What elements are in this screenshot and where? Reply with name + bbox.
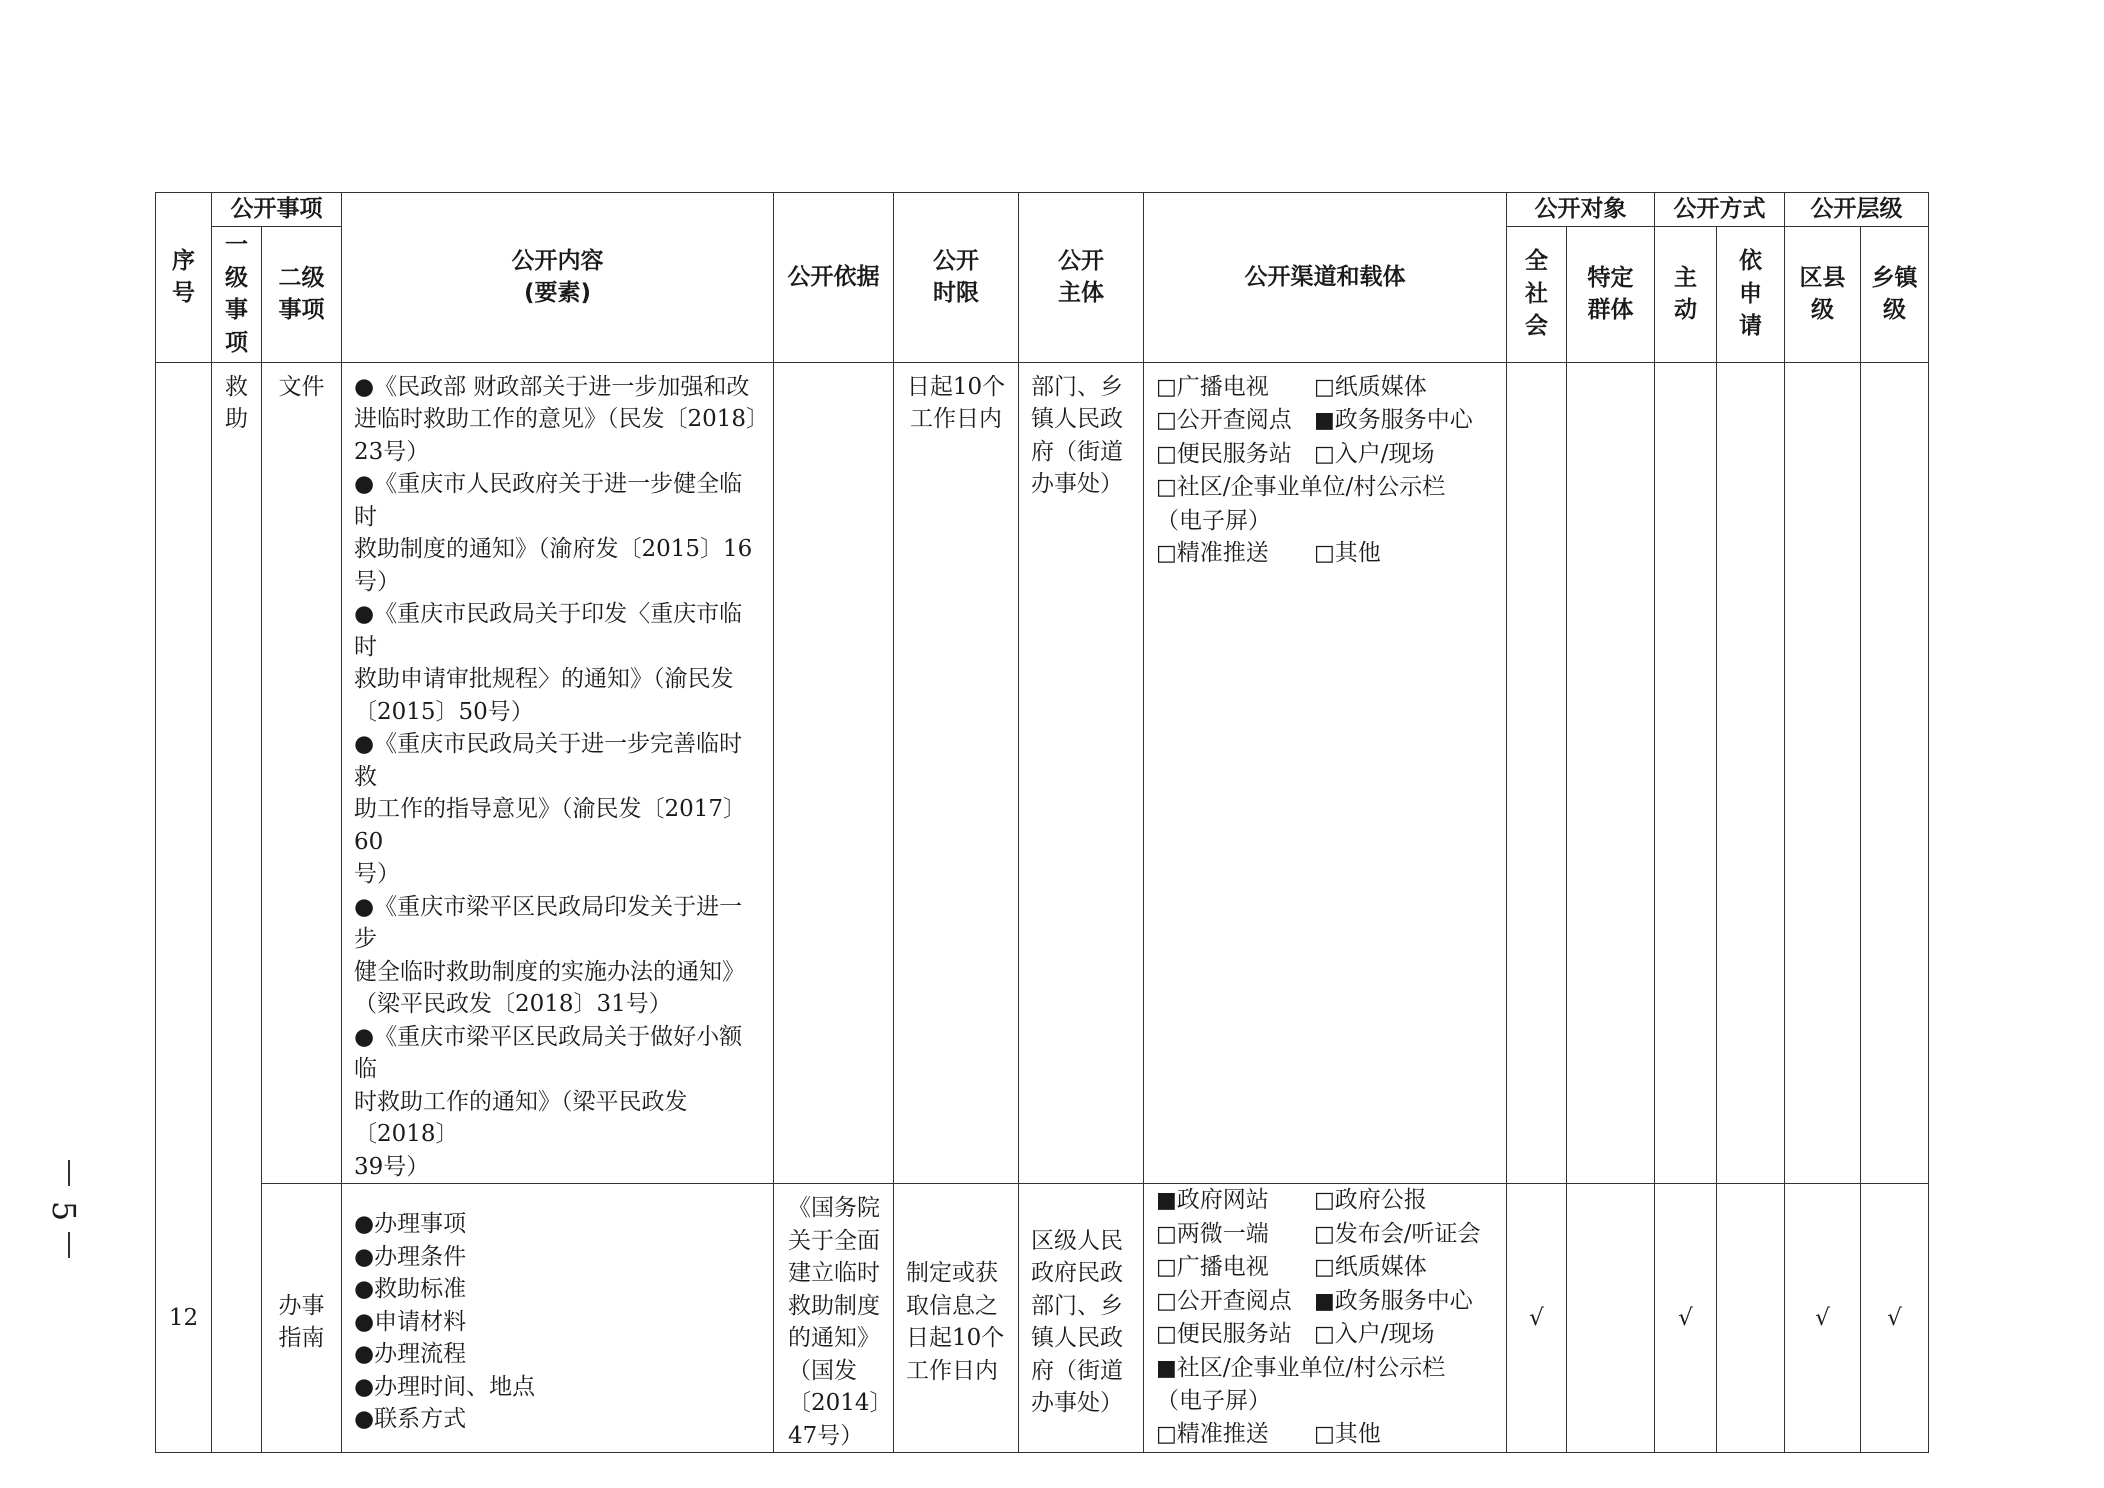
channel-label: 社区/企事业单位/村公示栏 xyxy=(1176,474,1446,500)
channel-option xyxy=(1314,1285,1514,1319)
content-line: ●办理流程 xyxy=(354,1341,467,1368)
channel-option xyxy=(1314,1218,1514,1252)
channel-label: 政府网站 xyxy=(1176,1187,1269,1213)
row-a-level-town xyxy=(1861,362,1929,1184)
channel-label: 其他 xyxy=(1334,1420,1381,1447)
channel-label: 公开查阅点 xyxy=(1176,407,1292,433)
content-line: 救助制度的通知》（渝府发〔2015〕16 xyxy=(354,536,753,562)
row-b-basis-lines xyxy=(788,1192,893,1452)
row-a-target-specific xyxy=(1567,362,1655,1184)
channel-option xyxy=(1314,438,1514,472)
page-number xyxy=(45,1160,90,1260)
row-b-subject-lines xyxy=(1031,1225,1135,1420)
row-b-mode-active: √ xyxy=(1655,1184,1717,1453)
time-limit-line: 日起10个 xyxy=(906,373,1006,400)
channel-option xyxy=(1156,1318,1314,1352)
content-line: 号） xyxy=(354,861,400,887)
unchecked-box-icon: □ xyxy=(1314,1421,1335,1447)
level2-line: 办事 xyxy=(278,1292,325,1319)
unchecked-box-icon: □ xyxy=(1156,1255,1177,1280)
channel-label: 广播电视 xyxy=(1176,1254,1269,1280)
header-basis: 公开依据 xyxy=(774,193,894,363)
content-line: 进临时救助工作的意见》（民发〔2018〕 xyxy=(354,406,770,432)
header-level-county-text: 区县级 xyxy=(1799,264,1846,323)
header-target-specific-text: 特定群体 xyxy=(1587,264,1634,323)
content-line: 助工作的指导意见》（渝民发〔2017〕60 xyxy=(354,796,747,855)
row-a-level2: 文件 xyxy=(262,362,342,1184)
unchecked-box-icon: □ xyxy=(1156,475,1177,500)
channel-option xyxy=(1314,1251,1514,1285)
channel-option xyxy=(1156,537,1314,571)
unchecked-box-icon: □ xyxy=(1156,1322,1177,1347)
row-a-channel-grid xyxy=(1156,371,1498,571)
channel-label: 发布会/听证会 xyxy=(1334,1220,1481,1247)
content-line: ●《重庆市梁平区民政局印发关于进一步 xyxy=(354,893,743,952)
time-limit-line: 工作日内 xyxy=(910,406,1002,432)
row-level1-text: 救助 xyxy=(225,373,248,432)
unchecked-box-icon: □ xyxy=(1314,374,1335,400)
channel-option xyxy=(1156,1352,1514,1386)
row-a-time-lines xyxy=(894,371,1018,436)
channel-option xyxy=(1156,371,1314,405)
unchecked-box-icon: □ xyxy=(1314,1255,1335,1280)
header-content-title: 公开内容 xyxy=(511,247,604,274)
row-b-time-limit xyxy=(894,1184,1019,1453)
row-b-level-county: √ xyxy=(1785,1184,1861,1453)
unchecked-box-icon: □ xyxy=(1156,541,1177,566)
header-time-limit xyxy=(894,193,1019,363)
row-a-subject xyxy=(1019,362,1144,1184)
channel-label: 公开查阅点 xyxy=(1176,1287,1292,1314)
header-level1-text: 一级事项 xyxy=(225,232,248,356)
row-a-content-list xyxy=(354,371,770,1184)
channel-label: 政务服务中心 xyxy=(1334,407,1473,433)
header-level1 xyxy=(212,226,262,362)
channel-label: 纸质媒体 xyxy=(1334,373,1427,400)
channel-label: 入户/现场 xyxy=(1334,440,1435,467)
header-content-sub: (要素) xyxy=(523,280,592,307)
header-target-all-text: 全社会 xyxy=(1525,248,1548,340)
header-target-all xyxy=(1507,226,1567,362)
checked-box-icon: ■ xyxy=(1314,408,1335,433)
content-line: ●《重庆市梁平区民政局关于做好小额临 xyxy=(354,1023,743,1082)
row-b-target-all: √ xyxy=(1507,1184,1567,1453)
subject-line: 镇人民政 xyxy=(1031,1325,1123,1351)
content-line: 39号） xyxy=(354,1153,430,1180)
basis-line: 47号） xyxy=(788,1422,864,1449)
channel-label: 入户/现场 xyxy=(1334,1321,1435,1347)
row-b-target-specific xyxy=(1567,1184,1655,1453)
header-level-county xyxy=(1785,226,1861,362)
time-limit-line: 工作日内 xyxy=(906,1357,998,1384)
content-line: ●办理事项 xyxy=(354,1211,467,1238)
page-number-text: 5 xyxy=(45,1200,84,1222)
row-b-level-town: √ xyxy=(1861,1184,1929,1453)
header-time-limit-text: 公开时限 xyxy=(933,247,979,307)
row-b-channels xyxy=(1144,1184,1507,1453)
channel-option xyxy=(1314,1184,1514,1218)
channel-sub-label: （电子屏） xyxy=(1156,507,1271,534)
channel-label: 纸质媒体 xyxy=(1334,1254,1427,1280)
row-a-channels xyxy=(1144,362,1507,1184)
channel-option xyxy=(1156,471,1514,505)
channel-option xyxy=(1156,404,1314,438)
row-a-content xyxy=(342,362,774,1184)
content-line: 23号） xyxy=(354,438,430,465)
subject-line: 府（街道 xyxy=(1031,438,1123,465)
header-target-specific xyxy=(1567,226,1655,362)
subject-line: 部门、乡 xyxy=(1031,373,1123,400)
channel-sub-label: （电子屏） xyxy=(1156,1388,1271,1414)
row-a-basis xyxy=(774,362,894,1184)
basis-line: 救助制度 xyxy=(788,1292,880,1319)
unchecked-box-icon: □ xyxy=(1156,1221,1177,1247)
channel-option xyxy=(1156,1285,1314,1319)
header-subject-text: 公开主体 xyxy=(1058,247,1104,307)
time-limit-line: 制定或获 xyxy=(906,1260,998,1286)
row-a-mode-request xyxy=(1717,362,1785,1184)
channel-label: 精准推送 xyxy=(1176,1420,1269,1447)
header-items-group: 公开事项 xyxy=(212,193,342,227)
basis-line: 关于全面 xyxy=(788,1227,880,1254)
subject-line: 镇人民政 xyxy=(1031,406,1123,432)
unchecked-box-icon: □ xyxy=(1314,1188,1335,1213)
header-level-town-text: 乡镇级 xyxy=(1871,264,1918,323)
channel-option xyxy=(1314,1318,1514,1352)
row-b-level2-lines xyxy=(262,1290,341,1355)
level2-line: 指南 xyxy=(278,1325,325,1351)
channel-option xyxy=(1314,1418,1514,1452)
content-line: ●《重庆市民政局关于印发〈重庆市临时 xyxy=(354,601,743,660)
content-line: ●办理时间、地点 xyxy=(354,1373,536,1400)
unchecked-box-icon: □ xyxy=(1314,1322,1335,1347)
unchecked-box-icon: □ xyxy=(1156,1288,1177,1314)
page-number-dash-bottom xyxy=(68,1232,70,1258)
channel-option xyxy=(1314,537,1514,571)
subject-line: 办事处） xyxy=(1031,471,1123,497)
header-level2-text: 二级事项 xyxy=(278,264,325,323)
header-target-group: 公开对象 xyxy=(1507,193,1655,227)
header-level-group: 公开层级 xyxy=(1785,193,1929,227)
basis-line: （国发 xyxy=(788,1357,857,1384)
unchecked-box-icon: □ xyxy=(1314,541,1335,566)
content-line: 救助申请审批规程〉的通知》（渝民发 xyxy=(354,666,734,692)
content-line: 健全临时救助制度的实施办法的通知》 xyxy=(354,958,745,985)
content-line: ●申请材料 xyxy=(354,1308,467,1335)
content-line: 〔2015〕50号） xyxy=(354,698,534,725)
checked-box-icon: ■ xyxy=(1156,1188,1177,1213)
header-subject xyxy=(1019,193,1144,363)
row-level1-cell xyxy=(212,362,262,1453)
row-seq-number: 12 xyxy=(168,1304,199,1331)
channel-label: 两微一端 xyxy=(1176,1220,1269,1247)
header-mode-group: 公开方式 xyxy=(1655,193,1785,227)
header-level2 xyxy=(262,226,342,362)
channel-label: 便民服务站 xyxy=(1176,440,1292,467)
row-seq-cell xyxy=(156,362,212,1453)
unchecked-box-icon: □ xyxy=(1156,441,1177,467)
content-line: 号） xyxy=(354,568,400,595)
channel-option xyxy=(1314,371,1514,405)
row-b-basis xyxy=(774,1184,894,1453)
channel-option xyxy=(1156,1184,1314,1218)
channel-label: 精准推送 xyxy=(1176,540,1269,566)
row-b-mode-request xyxy=(1717,1184,1785,1453)
subject-line: 办事处） xyxy=(1031,1390,1123,1416)
unchecked-box-icon: □ xyxy=(1314,441,1335,467)
checked-box-icon: ■ xyxy=(1314,1288,1335,1314)
content-line: ●办理条件 xyxy=(354,1243,467,1270)
header-mode-active xyxy=(1655,226,1717,362)
row-a-subject-lines xyxy=(1031,371,1135,501)
basis-line: 建立临时 xyxy=(788,1260,880,1286)
basis-line: 〔2014〕 xyxy=(788,1390,893,1416)
channel-label: 其他 xyxy=(1334,540,1381,566)
content-line: ●《重庆市人民政府关于进一步健全临时 xyxy=(354,471,743,530)
row-a-time-limit xyxy=(894,362,1019,1184)
basis-line: 的通知》 xyxy=(788,1325,880,1351)
header-mode-request xyxy=(1717,226,1785,362)
disclosure-table xyxy=(155,192,1929,1453)
header-level-town xyxy=(1861,226,1929,362)
channel-option xyxy=(1156,438,1314,472)
subject-line: 区级人民 xyxy=(1031,1227,1123,1254)
header-mode-active-text: 主动 xyxy=(1674,264,1697,323)
channel-option xyxy=(1156,1251,1314,1285)
channel-label: 社区/企事业单位/村公示栏 xyxy=(1176,1354,1446,1381)
channel-label: 政务服务中心 xyxy=(1334,1287,1473,1314)
content-line: ●联系方式 xyxy=(354,1406,467,1433)
row-b-channel-grid xyxy=(1156,1184,1498,1451)
header-seq-text: 序号 xyxy=(172,247,195,307)
header-seq xyxy=(156,193,212,363)
header-channel: 公开渠道和载体 xyxy=(1144,193,1507,363)
time-limit-line: 取信息之 xyxy=(906,1292,998,1319)
subject-line: 部门、乡 xyxy=(1031,1292,1123,1319)
row-a-mode-active xyxy=(1655,362,1717,1184)
row-a-level-county xyxy=(1785,362,1861,1184)
channel-option xyxy=(1156,1418,1314,1452)
content-line: ●《重庆市民政局关于进一步完善临时救 xyxy=(354,731,743,790)
channel-option xyxy=(1156,1218,1314,1252)
header-content xyxy=(342,193,774,363)
unchecked-box-icon: □ xyxy=(1156,1421,1177,1447)
unchecked-box-icon: □ xyxy=(1156,374,1177,400)
time-limit-line: 日起10个 xyxy=(906,1325,1005,1351)
channel-label: 广播电视 xyxy=(1176,373,1269,400)
content-line: （梁平民政发〔2018〕31号） xyxy=(354,991,672,1017)
header-mode-request-text: 依申请 xyxy=(1739,248,1762,340)
channel-option xyxy=(1314,404,1514,438)
row-b-subject xyxy=(1019,1184,1144,1453)
row-b-content-list xyxy=(354,1208,765,1436)
row-b-content xyxy=(342,1184,774,1453)
page-number-dash-top xyxy=(68,1160,70,1186)
row-a-target-all xyxy=(1507,362,1567,1184)
subject-line: 府（街道 xyxy=(1031,1357,1123,1384)
unchecked-box-icon: □ xyxy=(1314,1221,1335,1247)
content-line: ●救助标准 xyxy=(354,1276,467,1303)
content-line: ●《民政部 财政部关于进一步加强和改 xyxy=(354,373,750,400)
row-b-level2 xyxy=(262,1184,342,1453)
content-line: 时救助工作的通知》（梁平民政发〔2018〕 xyxy=(354,1088,688,1147)
channel-label: 便民服务站 xyxy=(1176,1321,1292,1347)
subject-line: 政府民政 xyxy=(1031,1260,1123,1286)
row-b-time-lines xyxy=(906,1257,1010,1387)
checked-box-icon: ■ xyxy=(1156,1355,1177,1381)
unchecked-box-icon: □ xyxy=(1156,408,1177,433)
channel-label: 政府公报 xyxy=(1334,1187,1427,1213)
basis-line: 《国务院 xyxy=(788,1195,880,1221)
